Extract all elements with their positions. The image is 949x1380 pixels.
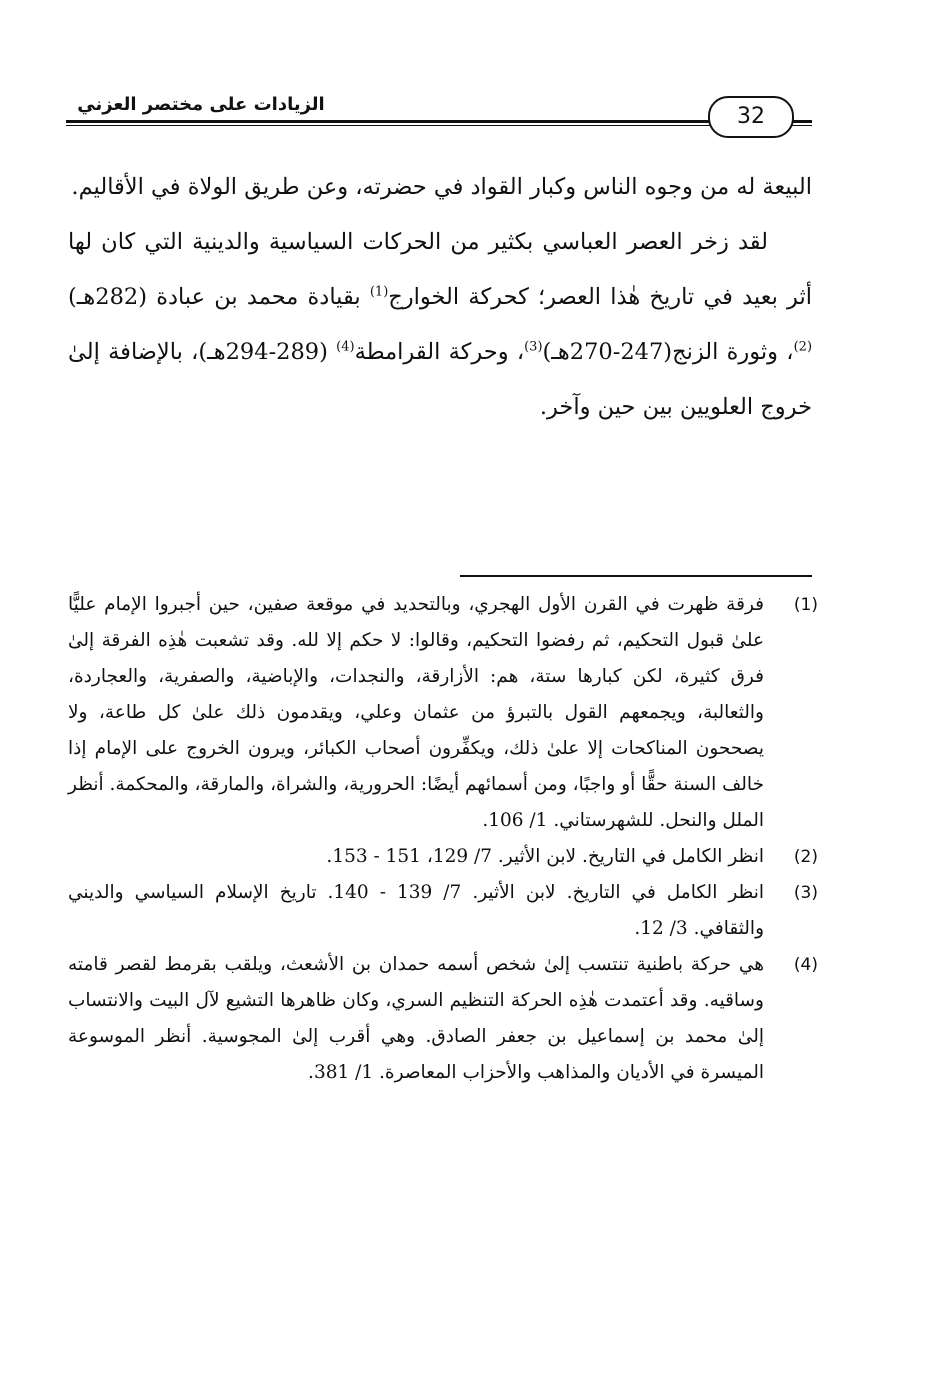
footnote-number: (2) xyxy=(793,847,818,867)
header-rule xyxy=(66,120,812,123)
footnote xyxy=(68,839,818,875)
header-rule-thin xyxy=(66,125,812,126)
footnote-number: (3) xyxy=(793,883,818,903)
main-text xyxy=(68,160,812,435)
footnote-ref: (3) xyxy=(524,339,543,355)
footnote-ref: (2) xyxy=(793,339,813,355)
page-number: 32 xyxy=(708,96,794,138)
text-run: ، وحركة القرامطة xyxy=(354,339,525,365)
footnote xyxy=(68,587,818,839)
footnote-text: انظر الكامل في التاريخ. لابن الأثير. 7/ 129، 151 - 153. xyxy=(326,846,764,867)
footnote-number: (1) xyxy=(793,595,818,615)
text-run: (289-294هـ)، بالإضافة إلىٰ خروج العلويين بين حين وآخر. xyxy=(68,339,812,420)
footnote xyxy=(68,875,818,947)
text-run: ، وثورة الزنج(247-270هـ) xyxy=(542,339,794,365)
footnote-text: هي حركة باطنية تنتسب إلىٰ شخص أسمه حمدان بن الأشعث، ويلقب بقرمط لقصر قامته وساقيه. وقد أعتمدت هٰذِه الحركة التنظيم السري، وكان ظاهرها التشيع لآل البيت والانتساب إلىٰ محمد بن إسماعيل بن جعفر الصادق. وهي أقرب إلىٰ المجوسية. أنظر الموسوعة الميسرة في الأديان والمذاهب والأحزاب المعاصرة. 1/ 381. xyxy=(68,954,764,1083)
footnote-text: فرقة ظهرت في القرن الأول الهجري، وبالتحديد في موقعة صفين، حين أجبروا الإمام عليًّا علىٰ قبول التحكيم، ثم رفضوا التحكيم، وقالوا: لا حكم إلا لله. وقد تشعبت هٰذِه الفرقة إلىٰ فرق كثيرة، لكن كبارها ستة، هم: الأزارقة، والنجدات، والإباضية، والصفرية، والعجاردة، والثعالبة، ويجمعهم القول بالتبرؤ من عثمان وعلي، ويقدمون ذلك علىٰ كل طاعة، ولا يصححون المناكحات إلا علىٰ ذلك، ويكفِّرون أصحاب الكبائر، ويرون الخروج على الإمام إذا خالف السنة حقًّا أو واجبًا، ومن أسمائهم أيضًا: الحرورية، والشراة، والمارقة، والمحكمة. أنظر الملل والنحل. للشهرستاني. 1/ 106. xyxy=(68,594,764,831)
footnote-text: انظر الكامل في التاريخ. لابن الأثير. 7/ 139 - 140. تاريخ الإسلام السياسي والديني والثقافي. 3/ 12. xyxy=(68,882,765,939)
footnote xyxy=(68,947,818,1091)
footnote-ref: (1) xyxy=(369,284,389,300)
footnote-separator xyxy=(460,575,812,577)
footnotes xyxy=(68,587,818,1091)
text-run: بقيادة محمد بن عبادة (282هـ) xyxy=(68,284,370,310)
footnote-number: (4) xyxy=(793,955,818,975)
paragraph: البيعة له من وجوه الناس وكبار القواد في حضرته، وعن طريق الولاة في الأقاليم. xyxy=(71,174,812,200)
page-header xyxy=(66,92,812,132)
text-run: لقد زخر العصر العباسي بكثير من الحركات السياسية والدينية التي كان لها أثر بعيد في تاريخ هٰذا العصر؛ كحركة الخوارج xyxy=(68,229,812,310)
footnote-ref: (4) xyxy=(336,339,355,355)
paragraph xyxy=(68,215,812,435)
running-title: الزيادات على مختصر العزني xyxy=(66,92,336,118)
